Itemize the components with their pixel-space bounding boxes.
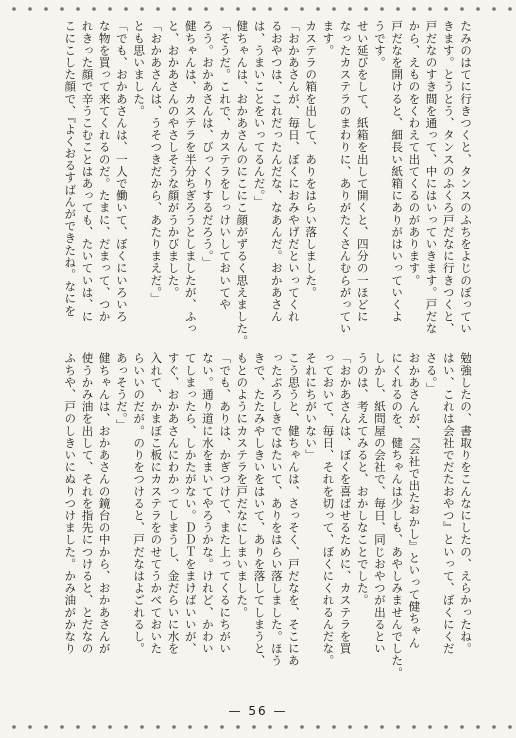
text-line: きます。とうとう、タンスのふくろ戸だなに行きつくと、 xyxy=(441,20,456,335)
text-line: ろう。おかあさんは、びっくりするだろう。」 xyxy=(200,20,215,269)
text-line: 戸だなを開けると、細長い紙箱にありがはいっていくよ xyxy=(390,20,405,323)
text-line: にくれるのを、健ちゃんは少しも、あやしみませんでした。 xyxy=(390,352,405,679)
text-line: から、えものをくわえて出てくるのがあります。 xyxy=(407,20,422,287)
bottom-text-block xyxy=(61,352,474,690)
text-line: と、おかあさんのやさしそうな顔がうかびました。 xyxy=(166,20,181,299)
text-line: 入れて、かまぼこ板にカステラをのせてうかべておいた xyxy=(149,352,164,655)
text-line: こう思うと、健ちゃんは、さっそく、戸だなを、そこにあ xyxy=(286,352,301,667)
text-line: 健ちゃんは、おかあさんのにこにこ顔がずるく思えました。 xyxy=(235,20,250,347)
text-line: な物を買って来てくれるのだ。たまに、だまって、つか xyxy=(97,20,112,323)
text-line: さる。」 xyxy=(424,352,439,395)
text-line: うです。 xyxy=(372,20,387,69)
decorative-bottom-border xyxy=(0,720,516,734)
text-line: らいいのだが。のりをつけると、戸だなはよごれるし。 xyxy=(132,352,147,655)
page-number: — 56 — xyxy=(228,704,288,718)
text-line: うのは、考えてみると、おかしなことでした。 xyxy=(355,352,370,607)
text-line: なったカステラのまわりに、ありがたくさんむらがってい xyxy=(338,20,353,335)
text-line: それにちがいない」 xyxy=(304,352,319,461)
text-line: ったぶろしきではたいて、ありをはらい落しました。ほう xyxy=(269,352,284,667)
text-line: はい、これは会社でだたおやつ』といって、ぼくにくだ xyxy=(441,352,456,655)
text-line: たみのはてに行きつくと、タンスのふちをよじのぼってい xyxy=(459,20,473,335)
text-line: 勉強したの、書取りをこんなにしたの、えらかったね。 xyxy=(459,352,473,655)
text-line: るおやつは、これだったんだな、なあんだ。おかあさん xyxy=(269,20,284,323)
top-text-block xyxy=(61,20,474,347)
text-line: っておいて、毎日、それを切って、ぼくにくれるんだな。 xyxy=(321,352,336,667)
text-line: は、うまいことをいってるんだ。」 xyxy=(252,20,267,208)
text-line: ふちや、戸のしきいにぬりつけました。かみ油がかなり xyxy=(63,352,78,655)
text-line: 戸だなのすき間を通って、中にはいっていきます。戸だな xyxy=(424,20,439,335)
text-line: とも思いました。 xyxy=(132,20,147,117)
text-line: てしまったら、しかたがない。ＤＤＴをまけばいいが、 xyxy=(183,352,198,655)
text-line: カステラの箱を出して、ありをはらい落しました。 xyxy=(304,20,319,299)
text-line: こにこした顔で、『よくおるすばんができたね。なにを xyxy=(63,20,78,317)
text-line: すぐ、おかあさんにわかってしまうし、金だらいに水を xyxy=(166,352,181,655)
text-line: 健ちゃんは、カステラを半分ちぎろうとしましたが、ふっ xyxy=(183,20,198,335)
text-line: 使うかみ油を出して、それを指先につけると、とだなの xyxy=(80,352,95,655)
text-line: あっそうだ。」 xyxy=(114,352,129,431)
text-line: おかあさんが、『会社で出たおかし』といって健ちゃん xyxy=(407,352,422,649)
text-line: 「おかあさんは、うそつきだから、あたりまえだ。」 xyxy=(149,20,164,305)
text-line: もとのようにカステラを戸だなにしまいました。 xyxy=(235,352,250,619)
text-line: しかし、紙問屋の会社で、毎日、同じおやつが出るとい xyxy=(372,352,387,655)
text-line: ない。通り道に水をまいてやろうかな。けれど、かわい xyxy=(200,352,215,655)
text-line: きで、たたみやしきいをはいて、ありを落してしまうと、 xyxy=(252,352,267,667)
text-line: 「おかあさんは、ぼくを喜ばせるために、カステラを買 xyxy=(338,352,353,655)
text-line: 「そうだ。これで、カステラをしっけいしておいてや xyxy=(218,20,233,311)
text-line: れきった顔で辛うこむことはあっても、たいていは、に xyxy=(80,20,95,323)
text-line: ます。 xyxy=(321,20,336,57)
text-line: 健ちゃんは、おかあさんの鏡台の中から、おかあさんが xyxy=(97,352,112,655)
decorative-top-border xyxy=(0,2,516,16)
text-line: 「でも、おかあさんは、一人で働いて、ぼくにいろいろ xyxy=(114,20,129,323)
text-line: 「おかあさんが、毎日、ぼくにおみやげだといってくれ xyxy=(286,20,301,323)
text-line: 「でも、ありは、かぎつけて、また上ってくるにちがい xyxy=(218,352,233,655)
text-line: せい延びをして、紙箱を出して開くと、四分の一ほどに xyxy=(355,20,370,323)
